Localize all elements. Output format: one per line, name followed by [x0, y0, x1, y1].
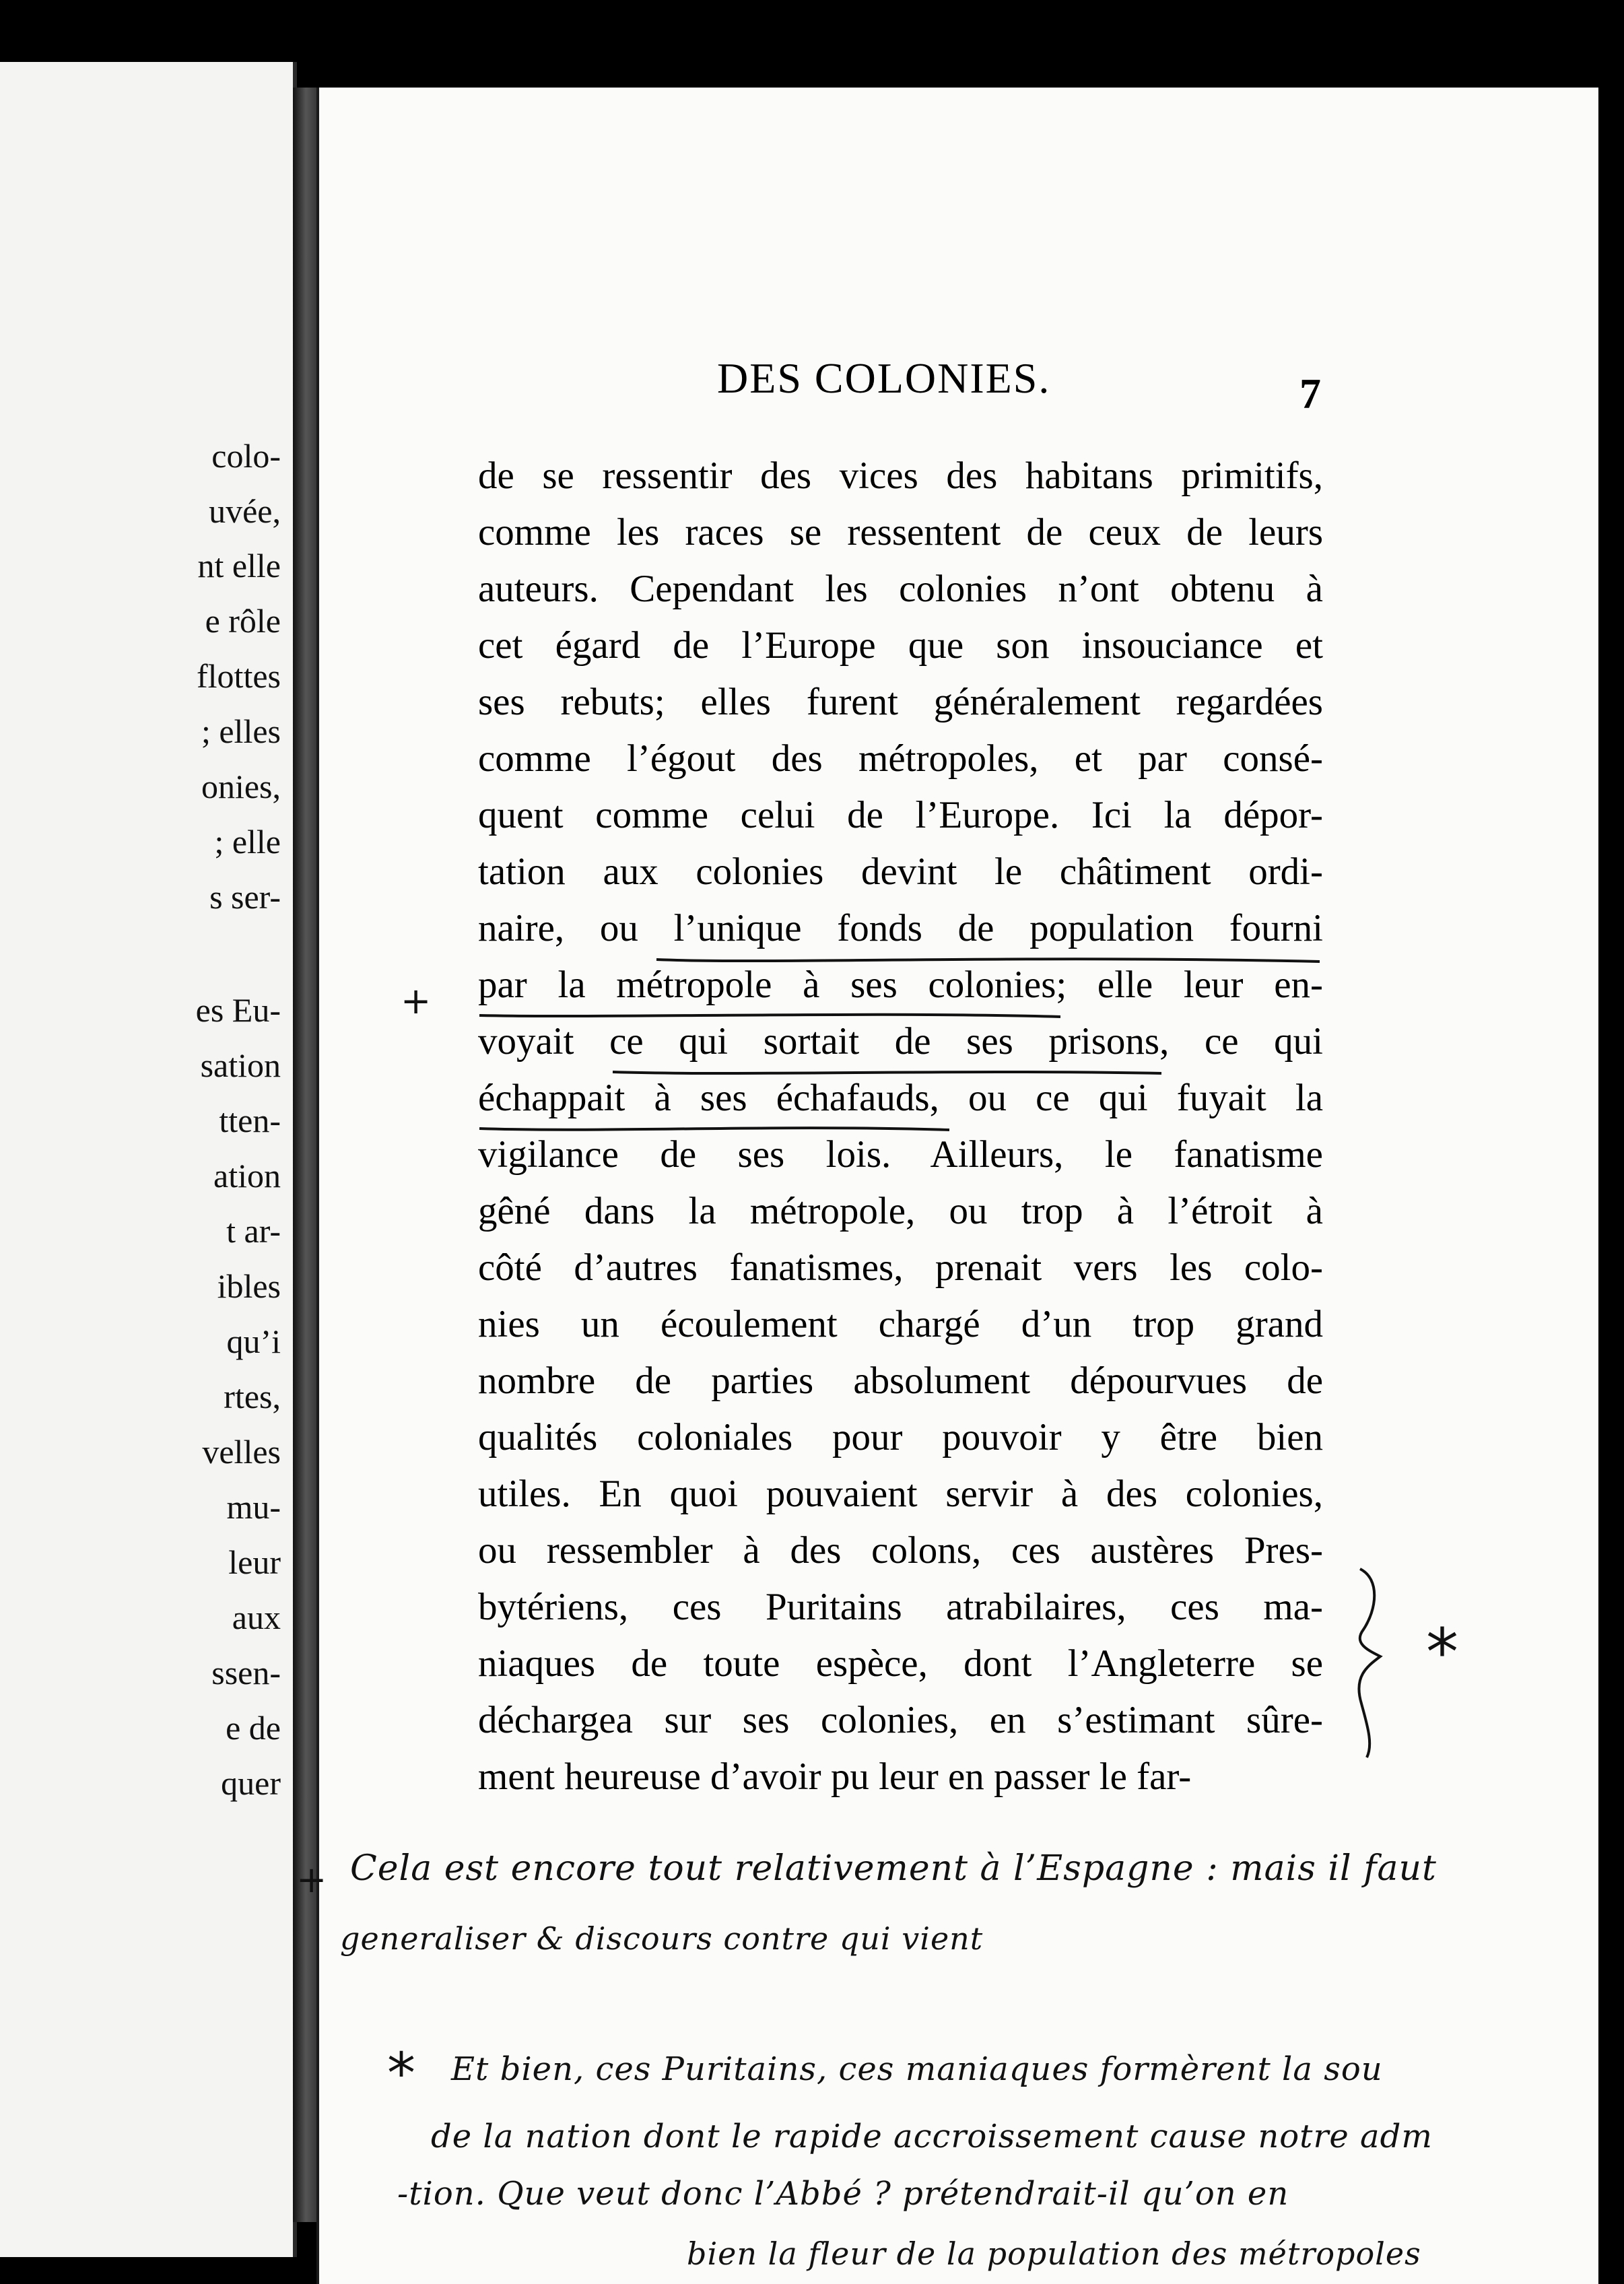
- left-page-line: colo-: [211, 437, 281, 475]
- left-page-line: flottes: [197, 657, 281, 695]
- handwritten-note-line: de la nation dont le rapide accroissement cause notre adm: [431, 2118, 1433, 2155]
- text-line: ses rebuts; elles furent généralement regardées: [478, 681, 1323, 723]
- text-line: bytériens, ces Puritains atrabilaires, ces ma-: [478, 1586, 1323, 1628]
- text-line: vigilance de ses lois. Ailleurs, le fanatisme: [478, 1133, 1323, 1176]
- text-line: tation aux colonies devint le châtiment ordi-: [478, 850, 1323, 893]
- text-line: déchargea sur ses colonies, en s’estimant sûre-: [478, 1699, 1323, 1741]
- text-line: gêné dans la métropole, ou trop à l’étroit à: [478, 1190, 1323, 1232]
- text-line: naire, ou l’unique fonds de population fourni: [478, 907, 1323, 949]
- text-line: voyait ce qui sortait de ses prisons, ce qui: [478, 1020, 1323, 1063]
- left-page-line: uvée,: [209, 492, 281, 530]
- handwritten-note-line: bien la fleur de la population des métropoles: [687, 2236, 1421, 2272]
- text-line: comme les races se ressentent de ceux de leurs: [478, 511, 1323, 553]
- text-line: quent comme celui de l’Europe. Ici la dépor-: [478, 794, 1323, 836]
- previous-page-fragment: [0, 62, 297, 2257]
- text-line: cet égard de l’Europe que son insouciance et: [478, 624, 1323, 667]
- left-page-line: aux: [232, 1599, 281, 1636]
- text-line: qualités coloniales pour pouvoir y être bien: [478, 1416, 1323, 1458]
- left-page-line: mu-: [226, 1488, 281, 1526]
- text-line: comme l’égout des métropoles, et par consé-: [478, 737, 1323, 780]
- text-line: auteurs. Cependant les colonies n’ont obtenu à: [478, 568, 1323, 610]
- left-page-line: tten-: [219, 1102, 281, 1139]
- text-line: de se ressentir des vices des habitans primitifs,: [478, 455, 1323, 497]
- handwritten-note-line: generaliser & discours contre qui vient: [340, 1920, 984, 1957]
- page-number: 7: [1299, 370, 1321, 417]
- handwritten-note-line: -tion. Que veut donc l’Abbé ? prétendrait-il qu’on en: [397, 2175, 1289, 2213]
- left-page-line: velles: [202, 1433, 281, 1471]
- text-line: par la métropole à ses colonies; elle leur en-: [478, 964, 1323, 1006]
- asterisk-margin-mark: *: [1426, 1615, 1458, 1690]
- left-page-line: t ar-: [226, 1212, 281, 1250]
- plus-margin-mark: +: [401, 980, 432, 1022]
- left-page-line: nt elle: [197, 547, 281, 584]
- text-line: côté d’autres fanatismes, prenait vers les colo-: [478, 1246, 1323, 1289]
- text-line: niaques de toute espèce, dont l’Angleterre se: [478, 1642, 1323, 1685]
- left-page-line: es Eu-: [195, 991, 281, 1029]
- left-page-line: ation: [213, 1157, 281, 1195]
- text-line: ment heureuse d’avoir pu leur en passer le far-: [478, 1755, 1192, 1798]
- left-page-line: onies,: [201, 768, 281, 805]
- text-line: nies un écoulement chargé d’un trop grand: [478, 1303, 1323, 1345]
- left-page-line: sation: [200, 1046, 281, 1084]
- text-line: nombre de parties absolument dépourvues de: [478, 1359, 1323, 1402]
- left-page-line: ssen-: [211, 1654, 281, 1691]
- left-page-line: s ser-: [209, 878, 281, 916]
- left-page-line: rtes,: [224, 1378, 281, 1415]
- plus-footnote-mark: +: [296, 1858, 327, 1901]
- handwritten-note-line: Et bien, ces Puritains, ces maniaques formèrent la sou: [451, 2050, 1383, 2088]
- left-page-line: ibles: [217, 1267, 281, 1305]
- text-line: ou ressembler à des colons, ces austères Pres-: [478, 1529, 1323, 1572]
- left-page-line: e de: [226, 1709, 281, 1747]
- handwritten-note-line: Cela est encore tout relativement à l’Espagne : mais il faut: [350, 1848, 1437, 1889]
- left-page-line: e rôle: [205, 602, 281, 640]
- left-page-line: quer: [221, 1764, 281, 1802]
- left-page-line: ; elle: [214, 823, 281, 861]
- left-page-line: ; elles: [201, 712, 281, 750]
- left-page-line: leur: [228, 1543, 281, 1581]
- text-line: utiles. En quoi pouvaient servir à des colonies,: [478, 1473, 1323, 1515]
- text-line: échappait à ses échafauds, ou ce qui fuyait la: [478, 1077, 1323, 1119]
- asterisk-footnote-mark: *: [387, 2040, 415, 2106]
- running-head: DES COLONIES.: [717, 354, 1051, 402]
- left-page-line: qu’i: [226, 1322, 281, 1360]
